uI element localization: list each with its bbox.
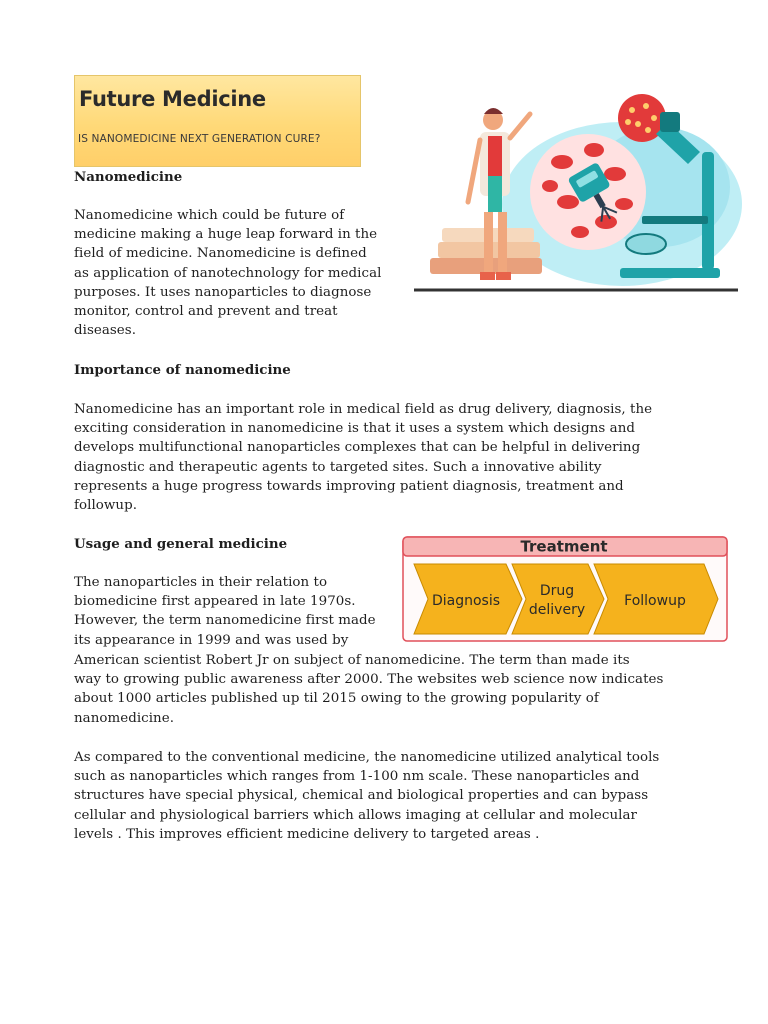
text-line: as application of nanotechnology for medical bbox=[74, 265, 382, 281]
treatment-flow-graphic bbox=[400, 534, 730, 644]
text-line: biomedicine first appeared in late 1970s. bbox=[74, 594, 356, 610]
nanomedicine-illustration bbox=[410, 92, 750, 298]
text-line: way to growing public awareness after 2000. The websites web science now indicates bbox=[74, 672, 664, 688]
text-line: represents a huge progress towards improving patient diagnosis, treatment and bbox=[74, 478, 624, 494]
text-line: diseases. bbox=[74, 323, 137, 339]
paragraph-nanomedicine bbox=[74, 206, 404, 340]
step-drug-label-line2: delivery bbox=[528, 602, 586, 618]
step-drug-delivery-arrow bbox=[512, 564, 604, 634]
text-line: monitor, control and prevent and treat bbox=[74, 304, 338, 320]
text-line: diagnostic and therapeutic agents to targeted sites. Such a innovative ability bbox=[74, 459, 602, 475]
heading-nanomedicine: Nanomedicine bbox=[74, 169, 183, 185]
text-line: medicine making a huge leap forward in the bbox=[74, 227, 378, 243]
banner-subtitle: IS NANOMEDICINE NEXT GENERATION CURE? bbox=[78, 133, 321, 145]
step-drug-label-line1: Drug bbox=[539, 583, 575, 599]
text-line: Nanomedicine which could be future of bbox=[74, 208, 345, 223]
banner-title: Future Medicine bbox=[79, 87, 266, 111]
text-line: levels . This improves efficient medicine delivery to targeted areas . bbox=[74, 826, 540, 842]
heading-usage: Usage and general medicine bbox=[74, 536, 288, 552]
text-line: However, the term nanomedicine first made bbox=[74, 613, 376, 629]
text-line: purposes. It uses nanoparticles to diagnose bbox=[74, 284, 372, 300]
text-line: exciting consideration in nanomedicine is that it uses a system which designs and bbox=[74, 421, 635, 437]
text-line: such as nanoparticles which ranges from 1-100 nm scale. These nanoparticles and bbox=[74, 769, 640, 785]
text-line: followup. bbox=[74, 498, 138, 514]
text-line: cellular and physiological barriers which allows imaging at cellular and molecular bbox=[74, 807, 637, 823]
text-line: structures have special physical, chemical and biological properties and can bypass bbox=[74, 788, 649, 804]
step-followup-label: Followup bbox=[624, 593, 686, 609]
text-line: As compared to the conventional medicine, the nanomedicine utilized analytical tools bbox=[74, 750, 660, 765]
treatment-title: Treatment bbox=[520, 537, 608, 556]
paragraph-usage-narrow bbox=[74, 573, 394, 650]
paragraph-usage-wide bbox=[74, 651, 724, 728]
text-line: about 1000 articles published up til 2015 owing to the growing popularity of bbox=[74, 691, 599, 707]
paragraph-comparison bbox=[74, 748, 724, 844]
text-line: its appearance in 1999 and was used by bbox=[74, 632, 349, 648]
step-diagnosis-label: Diagnosis bbox=[431, 593, 501, 609]
title-banner bbox=[74, 75, 361, 167]
text-line: Nanomedicine has an important role in medical field as drug delivery, diagnosis, the bbox=[74, 402, 653, 417]
text-line: American scientist Robert Jr on subject of nanomedicine. The term than made its bbox=[74, 653, 630, 668]
paragraph-importance bbox=[74, 400, 724, 515]
text-line: The nanoparticles in their relation to bbox=[74, 575, 328, 590]
heading-importance: Importance of nanomedicine bbox=[74, 362, 291, 378]
text-line: field of medicine. Nanomedicine is defined bbox=[74, 246, 367, 262]
text-line: nanomedicine. bbox=[74, 710, 175, 726]
text-line: develops multifunctional nanoparticles complexes that can be helpful in delivering bbox=[74, 440, 641, 456]
